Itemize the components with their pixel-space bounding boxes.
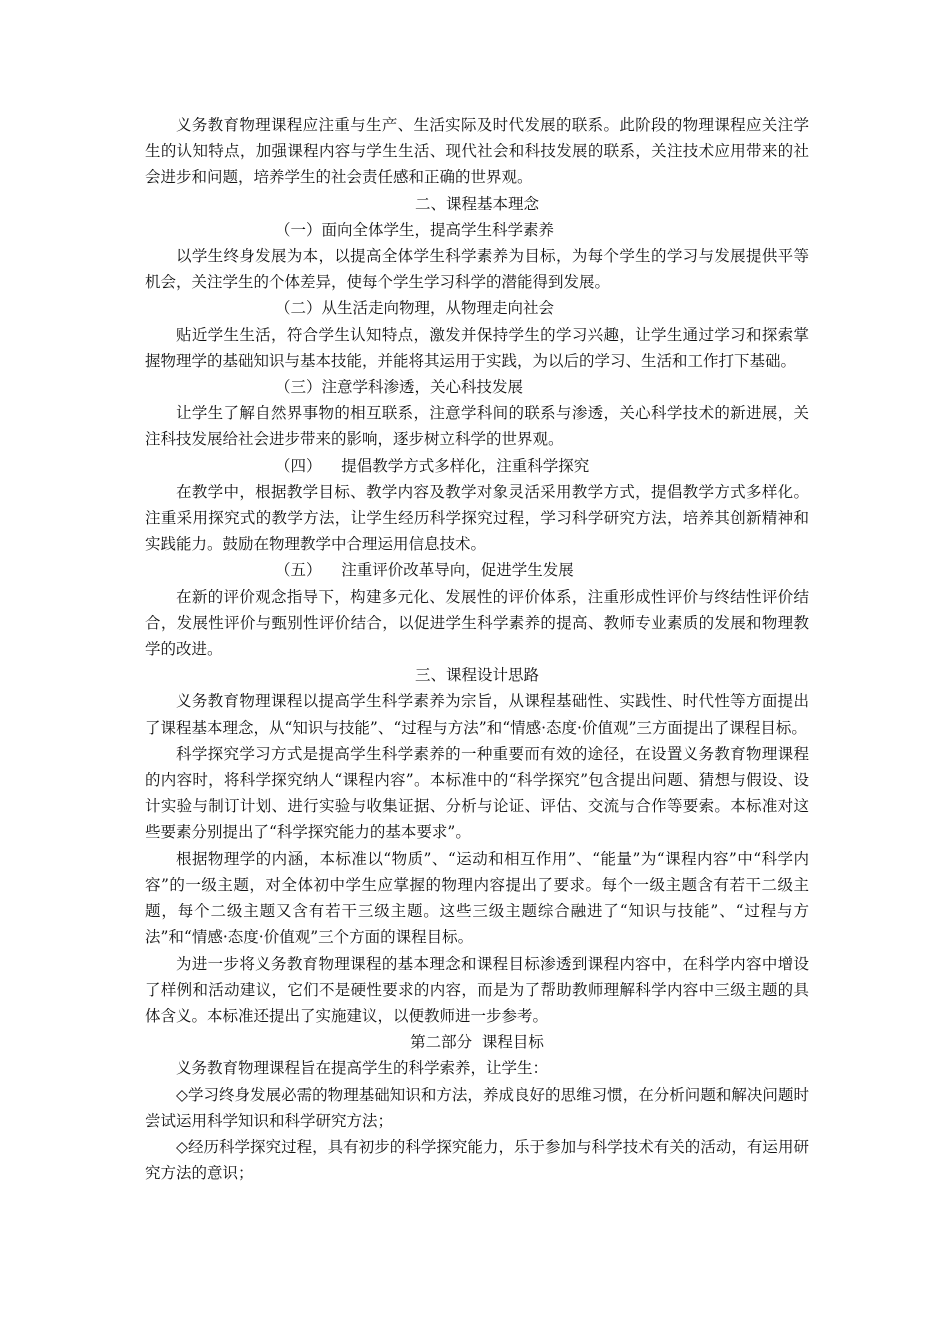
principle-text-5: 在新的评价观念指导下，构建多元化、发展性的评价体系，注重形成性评价与终结性评价结合，发展性评价与甄别性评价结合，以促进学生科学素养的提高、教师专业素质的发展和物理教学的改进。 — [145, 587, 809, 659]
principle-text-3: 让学生了解自然界事物的相互联系，注意学科间的联系与渗透，关心科学技术的新进展，关注科技发展给社会进步带来的影响，逐步树立科学的世界观。 — [145, 404, 809, 449]
principle-title-3: （三）注意学科渗透，关心科技发展 — [275, 378, 524, 397]
principle-title-1: （一）面向全体学生，提高学生科学素养 — [275, 220, 555, 239]
part-heading-goals: 第二部分 课程目标 — [410, 1033, 544, 1052]
principle-title-5: （五） 注重评价改革导向，促进学生发展 — [275, 561, 574, 580]
design-paragraph-1: 义务教育物理课程以提高学生科学素养为宗旨，从课程基础性、实践性、时代性等方面提出了课程基本理念，从“知识与技能”、“过程与方法”和“情感·态度·价值观”三方面提出了课程目标。 — [145, 692, 809, 737]
design-paragraph-2: 科学探究学习方式是提高学生科学素养的一种重要而有效的途径，在设置义务教育物理课程的内容时，将科学探究纳人“课程内容”。本标准中的“科学探究”包含提出问题、猜想与假设、设计实验与制订计划、进行实验与收集证据、分析与论证、评估、交流与合作等要索。本标准对这些要素分别提出了“科学探究能力的基本要求”。 — [145, 744, 809, 842]
goal-bullet-1: ◇学习终身发展必需的物理基础知识和方法，养成良好的思维习惯，在分析问题和解决问题时尝试运用科学知识和科学研究方法； — [145, 1085, 809, 1130]
goal-bullet-2: ◇经历科学探究过程，具有初步的科学探究能力，乐于参加与科学技术有关的活动，有运用研究方法的意识； — [145, 1137, 809, 1183]
intro-paragraph: 义务教育物理课程应注重与生产、生活实际及时代发展的联系。此阶段的物理课程应关注学生的认知特点，加强课程内容与学生生活、现代社会和科技发展的联系，关注技术应用带来的社会进步和问题，培养学生的社会责任感和正确的世界观。 — [145, 116, 809, 187]
principle-text-1: 以学生终身发展为本，以提高全体学生科学素养为目标，为每个学生的学习与发展提供平等机会，关注学生的个体差异，使每个学生学习科学的潜能得到发展。 — [145, 247, 809, 292]
principle-text-4: 在教学中，根据教学目标、教学内容及教学对象灵活采用教学方式，提倡教学方式多样化。注重采用探究式的教学方法，让学生经历科学探究过程，学习科学研究方法，培养其创新精神和实践能力。鼓励在物理教学中合理运用信息技术。 — [145, 482, 809, 554]
design-paragraph-3: 根据物理学的内涵，本标准以“物质”、“运动和相互作用”、“能量”为“课程内容”中“科学内容”的一级主题，对全体初中学生应掌握的物理内容提出了要求。每个一级主题含有若干二级主题，每个二级主题又含有若干三级主题。这些三级主题综合融进了“知识与技能”、“过程与方法”和“情感·态度·价值观”三个方面的课程目标。 — [145, 849, 809, 947]
section-heading-principles: 二、课程基本理念 — [414, 194, 539, 213]
goals-intro: 义务教育物理课程旨在提高学生的科学索养，让学生： — [176, 1059, 549, 1078]
principle-title-4: （四） 提倡教学方式多样化，注重科学探究 — [275, 456, 590, 475]
design-paragraph-4: 为进一步将义务教育物理课程的基本理念和课程目标渗透到课程内容中，在科学内容中增设了样例和活动建议，它们不是硬性要求的内容，而是为了帮助教师理解科学内容中三级主题的具体含义。本标准还提出了实施建议，以便教师进一步参考。 — [145, 954, 809, 1025]
section-heading-design: 三、课程设计思路 — [414, 666, 539, 685]
principle-text-2: 贴近学生生活，符合学生认知特点，激发并保持学生的学习兴趣，让学生通过学习和探索掌握物理学的基础知识与基本技能，并能将其运用于实践，为以后的学习、生活和工作打下基础。 — [145, 325, 809, 370]
document-page — [145, 112, 809, 1186]
principle-title-2: （二）从生活走向物理，从物理走向社会 — [275, 299, 555, 318]
